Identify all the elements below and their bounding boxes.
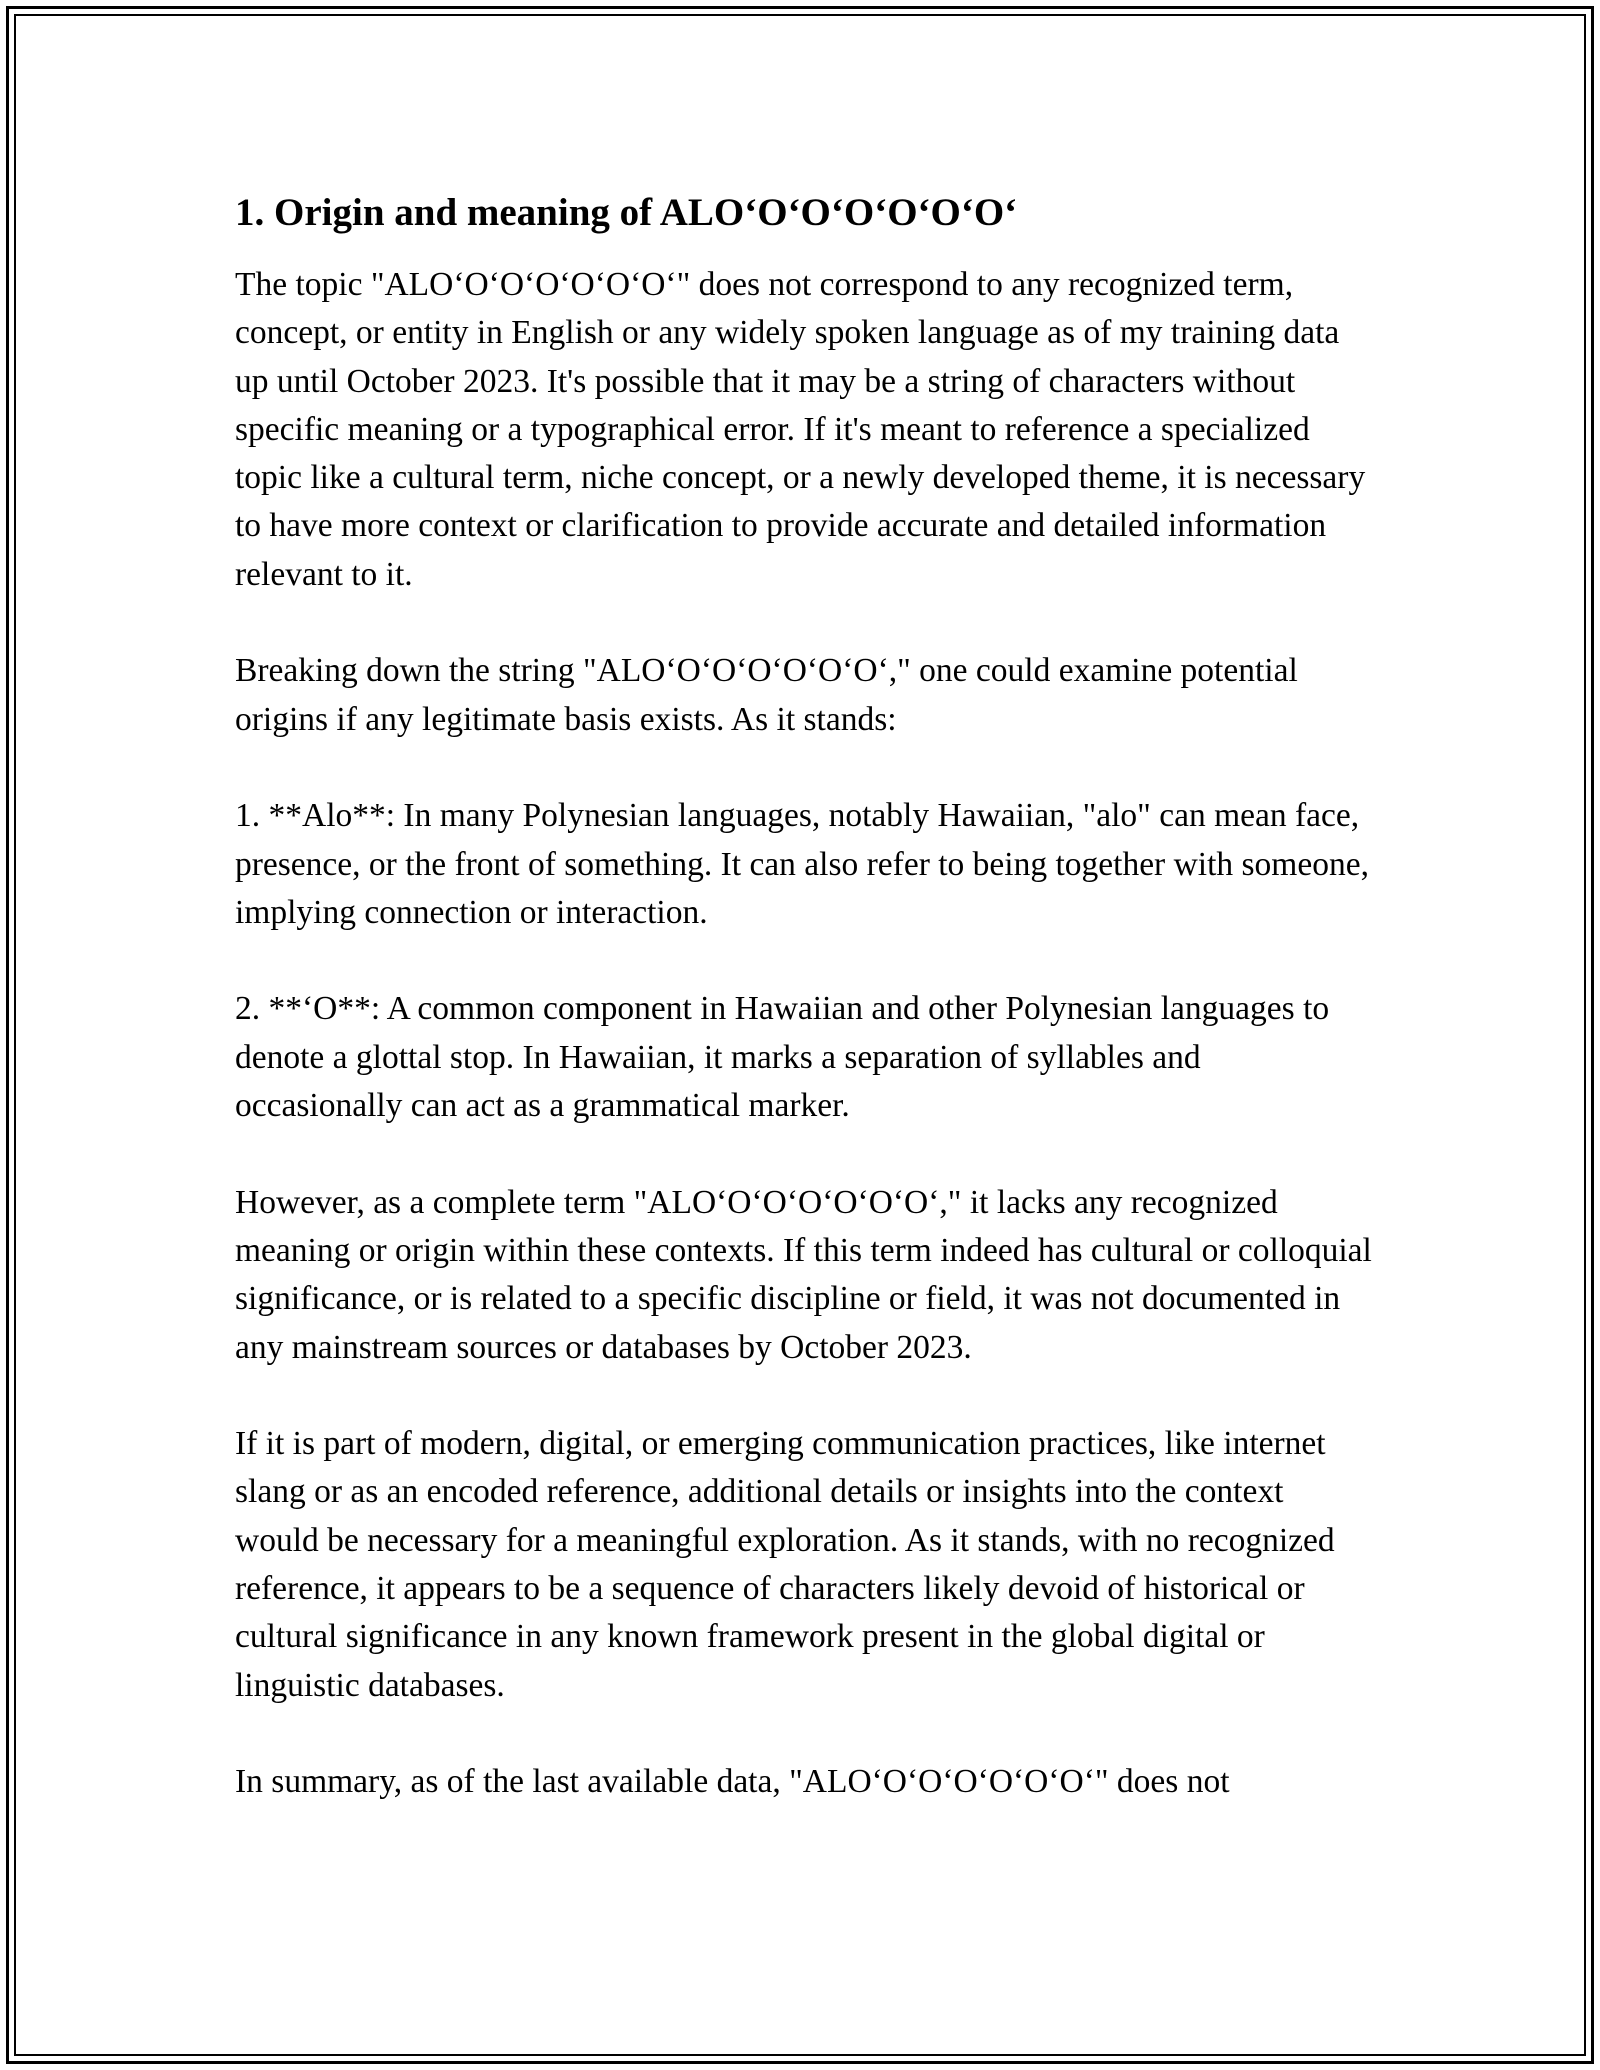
list-item-alo: 1. **Alo**: In many Polynesian languages, notably Hawaiian, "alo" can mean face, presence, or the front of something. It can also refer to being together with someone, implying connection or interaction.	[235, 797, 1369, 931]
paragraph-intro: The topic "ALO‘O‘O‘O‘O‘O‘O‘" does not correspond to any recognized term, concept, or entity in English or any widely spoken language as of my training data up until October 2023. It's possible that it may be a string of characters without specific meaning or a typographical error. If it's meant to reference a specialized topic like a cultural term, niche concept, or a newly developed theme, it is necessary to have more context or clarification to provide accurate and detailed information relevant to it.	[235, 266, 1366, 593]
document-body	[235, 185, 1375, 1807]
list-item-o: 2. **‘O**: A common component in Hawaiian and other Polynesian languages to denote a glottal stop. In Hawaiian, it marks a separation of syllables and occasionally can act as a grammatical marker.	[235, 990, 1330, 1125]
section-heading: 1. Origin and meaning of ALO‘O‘O‘O‘O‘O‘O‘	[235, 191, 1018, 234]
paragraph-summary: In summary, as of the last available data, "ALO‘O‘O‘O‘O‘O‘O‘" does not	[235, 1763, 1230, 1801]
paragraph-however: However, as a complete term "ALO‘O‘O‘O‘O‘O‘O‘," it lacks any recognized meaning or origin within these contexts. If this term indeed has cultural or colloquial significance, or is related to a specific discipline or field, it was not documented in any mainstream sources or databases by October 2023.	[235, 1183, 1372, 1366]
paragraph-modern: If it is part of modern, digital, or emerging communication practices, like internet slang or as an encoded reference, additional details or insights into the context would be necessary for a meaningful exploration. As it stands, with no recognized reference, it appears to be a sequence of characters likely devoid of historical or cultural significance in any known framework present in the global digital or linguistic databases.	[235, 1425, 1335, 1704]
paragraph-breakdown: Breaking down the string "ALO‘O‘O‘O‘O‘O‘O‘," one could examine potential origins if any legitimate basis exists. As it stands:	[235, 652, 1298, 738]
